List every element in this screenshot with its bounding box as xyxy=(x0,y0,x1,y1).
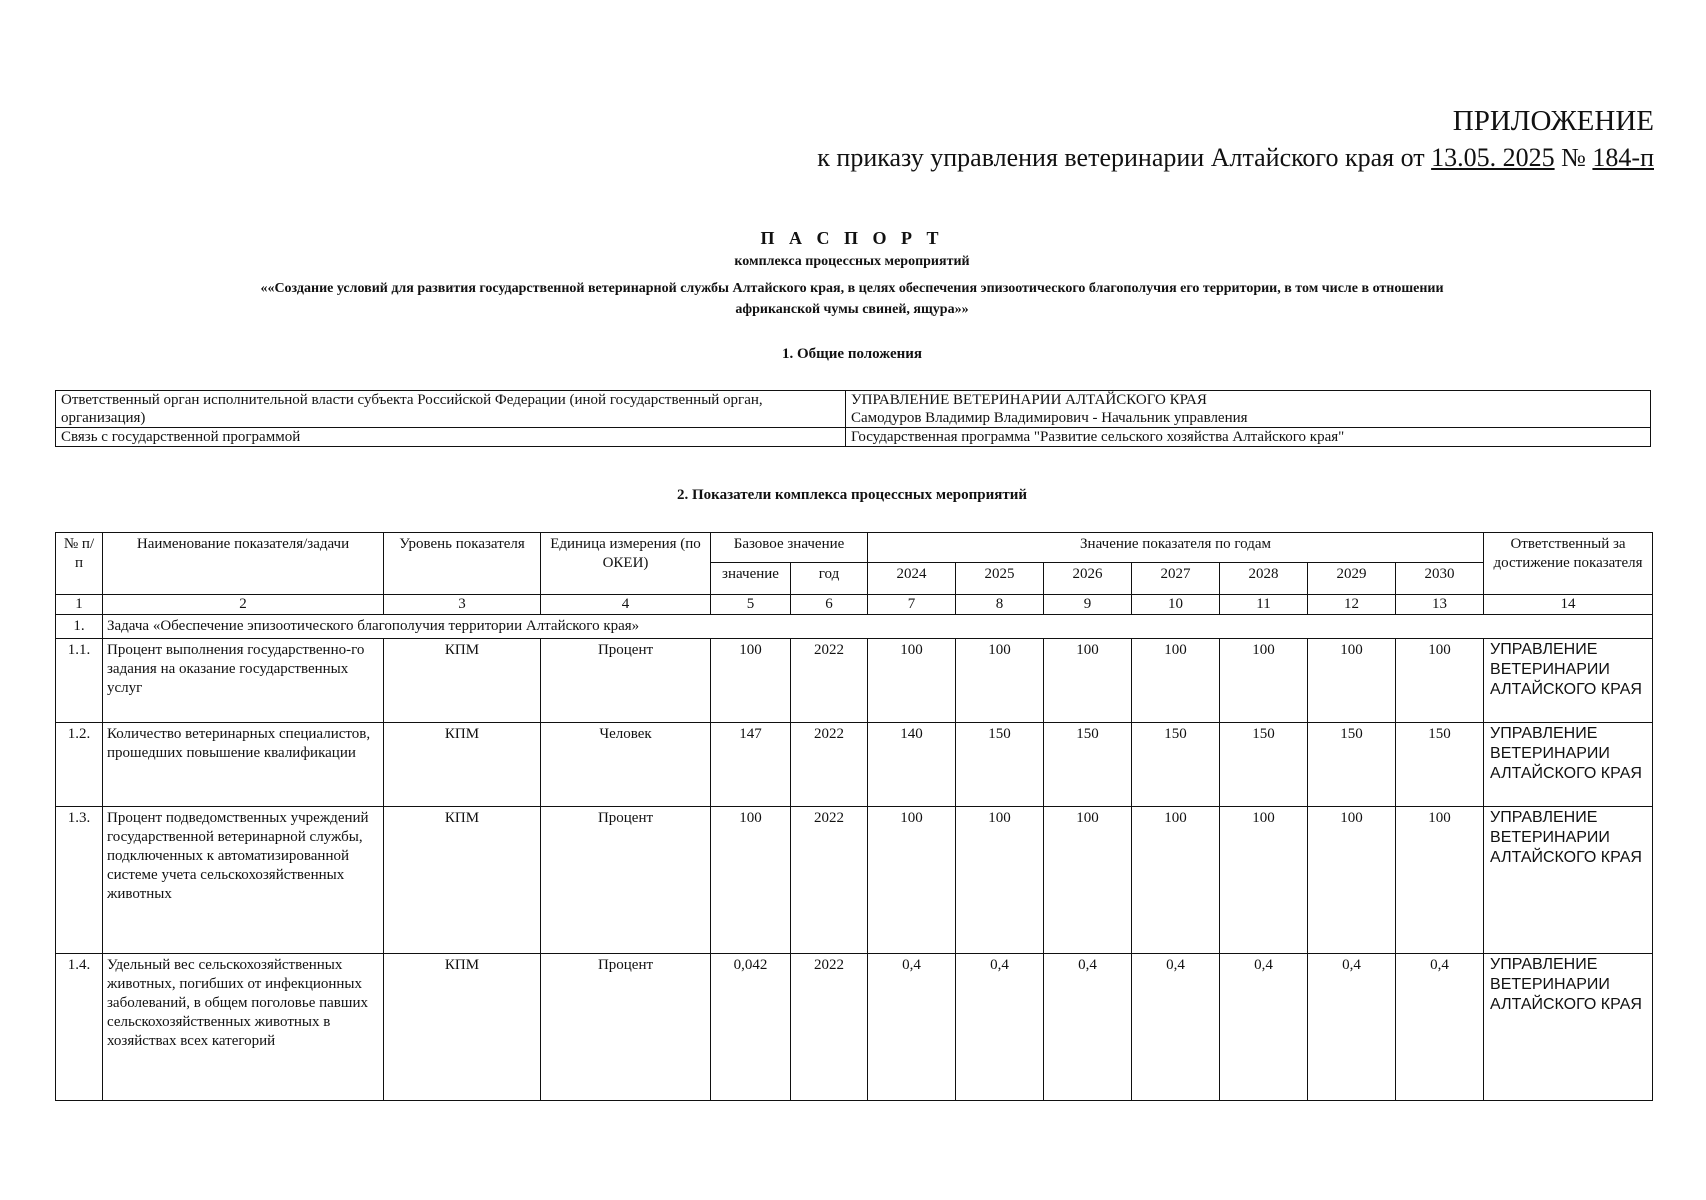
base-year: 2022 xyxy=(791,723,868,807)
year-value: 100 xyxy=(1132,639,1220,723)
task-row xyxy=(56,615,1653,639)
general-provisions-table xyxy=(55,390,1651,447)
responsible-cell: УПРАВЛЕНИЕ ВЕТЕРИНАРИИ АЛТАЙСКОГО КРАЯ xyxy=(1484,723,1653,807)
task-num: 1. xyxy=(56,615,103,639)
column-number: 9 xyxy=(1044,595,1132,615)
year-value: 140 xyxy=(868,723,956,807)
year-value: 100 xyxy=(1220,807,1308,954)
header-year: 2030 xyxy=(1396,563,1484,595)
header-year: 2024 xyxy=(868,563,956,595)
row-num: 1.3. xyxy=(56,807,103,954)
indicator-name: Процент подведомственных учреждений государственной ветеринарной службы, подключенных к автоматизированной системе учета сельскохозяйственных животных xyxy=(103,807,384,954)
base-value: 0,042 xyxy=(711,954,791,1101)
header-unit: Единица измерения (по ОКЕИ) xyxy=(541,533,711,595)
general-label-cell: Ответственный орган исполнительной власти субъекта Российской Федерации (иной государственный орган, организация) xyxy=(56,391,846,428)
column-numbers-row xyxy=(56,595,1653,615)
order-prefix: к приказу управления ветеринарии Алтайского края от xyxy=(817,143,1425,172)
indicator-name: Процент выполнения государственно-го задания на оказание государственных услуг xyxy=(103,639,384,723)
row-num: 1.2. xyxy=(56,723,103,807)
year-value: 100 xyxy=(1308,807,1396,954)
year-value: 0,4 xyxy=(1308,954,1396,1101)
year-value: 150 xyxy=(1220,723,1308,807)
header-base-year: год xyxy=(791,563,868,595)
row-num: 1.1. xyxy=(56,639,103,723)
table-header-row xyxy=(56,533,1653,563)
year-value: 100 xyxy=(1220,639,1308,723)
column-number: 13 xyxy=(1396,595,1484,615)
year-value: 0,4 xyxy=(1044,954,1132,1101)
year-value: 100 xyxy=(1132,807,1220,954)
column-number: 11 xyxy=(1220,595,1308,615)
column-number: 6 xyxy=(791,595,868,615)
year-value: 0,4 xyxy=(1132,954,1220,1101)
header-year: 2028 xyxy=(1220,563,1308,595)
header-base-value: значение xyxy=(711,563,791,595)
year-value: 0,4 xyxy=(868,954,956,1101)
passport-name xyxy=(52,278,1652,320)
year-value: 150 xyxy=(1396,723,1484,807)
responsible-person: Самодуров Владимир Владимирович - Начальник управления xyxy=(851,410,1248,426)
column-number: 7 xyxy=(868,595,956,615)
task-text: Задача «Обеспечение эпизоотического благополучия территории Алтайского края» xyxy=(103,615,1653,639)
passport-name-line2: африканской чумы свиней, ящура»» xyxy=(735,302,969,317)
year-value: 150 xyxy=(1308,723,1396,807)
general-value-cell xyxy=(846,391,1651,428)
base-value: 100 xyxy=(711,807,791,954)
indicator-level: КПМ xyxy=(384,723,541,807)
indicator-level: КПМ xyxy=(384,807,541,954)
header-year: 2029 xyxy=(1308,563,1396,595)
indicator-unit: Процент xyxy=(541,807,711,954)
year-value: 150 xyxy=(1044,723,1132,807)
indicator-name: Удельный вес сельскохозяйственных животных, погибших от инфекционных заболеваний, в общем поголовье павших сельскохозяйственных животных в хозяйствах всех категорий xyxy=(103,954,384,1101)
indicator-level: КПМ xyxy=(384,954,541,1101)
column-number: 1 xyxy=(56,595,103,615)
table-row xyxy=(56,723,1653,807)
indicator-unit: Процент xyxy=(541,639,711,723)
column-number: 10 xyxy=(1132,595,1220,615)
column-number: 2 xyxy=(103,595,384,615)
year-value: 100 xyxy=(1044,639,1132,723)
appendix-header xyxy=(817,102,1654,176)
indicator-name: Количество ветеринарных специалистов, прошедших повышение квалификации xyxy=(103,723,384,807)
header-level: Уровень показателя xyxy=(384,533,541,595)
column-number: 12 xyxy=(1308,595,1396,615)
year-value: 0,4 xyxy=(1220,954,1308,1101)
header-year: 2027 xyxy=(1132,563,1220,595)
header-name: Наименование показателя/задачи xyxy=(103,533,384,595)
header-num: № п/п xyxy=(56,533,103,595)
appendix-title: ПРИЛОЖЕНИЕ xyxy=(1452,105,1654,137)
table-row xyxy=(56,391,1651,428)
responsible-cell: УПРАВЛЕНИЕ ВЕТЕРИНАРИИ АЛТАЙСКОГО КРАЯ xyxy=(1484,954,1653,1101)
year-value: 100 xyxy=(956,807,1044,954)
indicator-unit: Процент xyxy=(541,954,711,1101)
year-value: 100 xyxy=(1396,639,1484,723)
responsible-cell: УПРАВЛЕНИЕ ВЕТЕРИНАРИИ АЛТАЙСКОГО КРАЯ xyxy=(1484,639,1653,723)
header-year: 2025 xyxy=(956,563,1044,595)
column-number: 14 xyxy=(1484,595,1653,615)
year-value: 100 xyxy=(1396,807,1484,954)
column-number: 3 xyxy=(384,595,541,615)
year-value: 100 xyxy=(1308,639,1396,723)
section2-title: 2. Показатели комплекса процессных мероприятий xyxy=(676,487,1027,503)
year-value: 100 xyxy=(868,807,956,954)
column-number: 5 xyxy=(711,595,791,615)
year-value: 100 xyxy=(1044,807,1132,954)
order-number: 184-п xyxy=(1592,143,1654,172)
column-number: 4 xyxy=(541,595,711,615)
year-value: 0,4 xyxy=(956,954,1044,1101)
passport-title: П А С П О Р Т xyxy=(760,228,944,248)
table-row xyxy=(56,428,1651,447)
table-row xyxy=(56,639,1653,723)
header-responsible: Ответственный за достижение показателя xyxy=(1484,533,1653,595)
header-base: Базовое значение xyxy=(711,533,868,563)
header-years-group: Значение показателя по годам xyxy=(868,533,1484,563)
base-value: 147 xyxy=(711,723,791,807)
indicator-level: КПМ xyxy=(384,639,541,723)
year-value: 100 xyxy=(956,639,1044,723)
year-value: 100 xyxy=(868,639,956,723)
year-value: 0,4 xyxy=(1396,954,1484,1101)
base-year: 2022 xyxy=(791,954,868,1101)
base-year: 2022 xyxy=(791,807,868,954)
order-date: 13.05. 2025 xyxy=(1431,143,1555,172)
table-row xyxy=(56,807,1653,954)
appendix-order-line xyxy=(817,140,1654,176)
base-value: 100 xyxy=(711,639,791,723)
indicators-table xyxy=(55,532,1653,1101)
section1-title: 1. Общие положения xyxy=(781,346,923,362)
table-row xyxy=(56,954,1653,1101)
passport-name-line1: ««Создание условий для развития государственной ветеринарной службы Алтайского края, в целях обеспечения эпизоотического благополучия его территории, в том числе в отношении xyxy=(260,281,1444,296)
general-value-cell: Государственная программа "Развитие сельского хозяйства Алтайского края" xyxy=(846,428,1651,447)
indicator-unit: Человек xyxy=(541,723,711,807)
year-value: 150 xyxy=(956,723,1044,807)
year-value: 150 xyxy=(1132,723,1220,807)
header-year: 2026 xyxy=(1044,563,1132,595)
column-number: 8 xyxy=(956,595,1044,615)
number-sign: № xyxy=(1561,143,1586,172)
responsible-org: УПРАВЛЕНИЕ ВЕТЕРИНАРИИ АЛТАЙСКОГО КРАЯ xyxy=(851,392,1207,408)
general-label-cell: Связь с государственной программой xyxy=(56,428,846,447)
responsible-cell: УПРАВЛЕНИЕ ВЕТЕРИНАРИИ АЛТАЙСКОГО КРАЯ xyxy=(1484,807,1653,954)
base-year: 2022 xyxy=(791,639,868,723)
row-num: 1.4. xyxy=(56,954,103,1101)
passport-subtitle: комплекса процессных мероприятий xyxy=(734,254,970,269)
